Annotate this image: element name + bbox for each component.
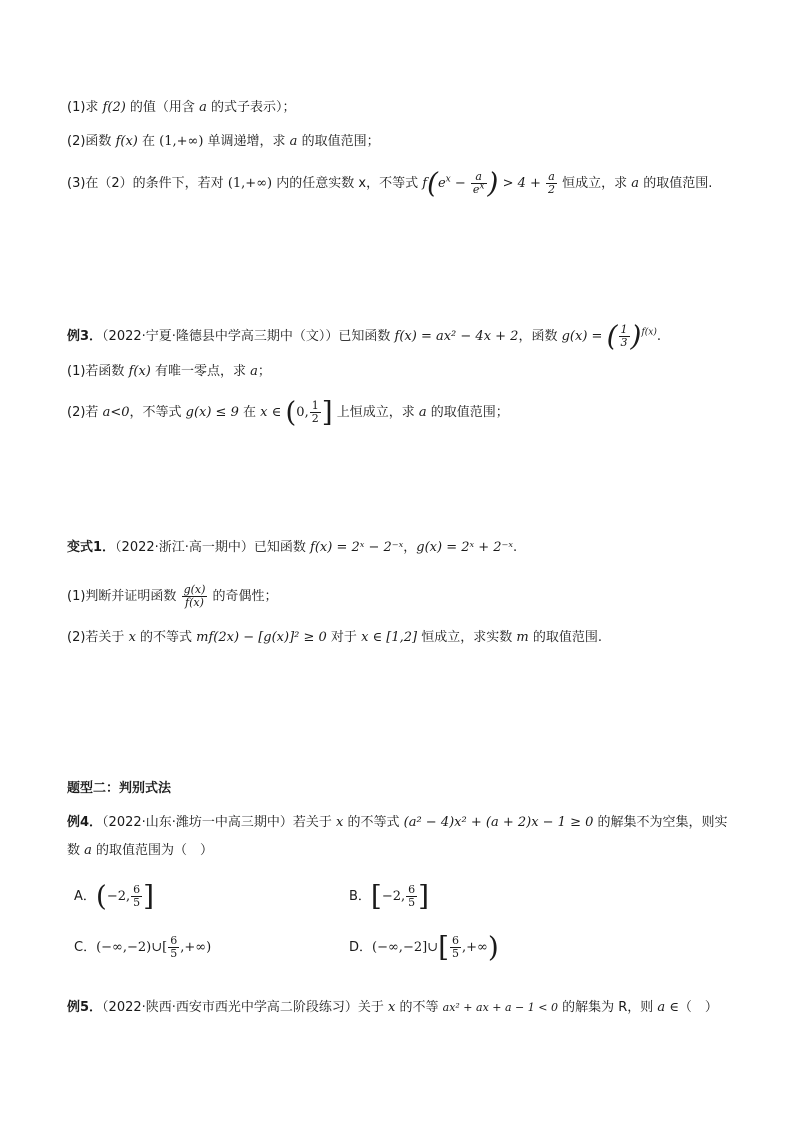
option-c[interactable]: C．(−∞,−2)∪[ $\frac{6}{5}$ ,+∞) <box>74 934 212 960</box>
variant-1-header: 变式1．（2022·浙江·高一期中）已知函数 f(x) = 2ˣ − 2⁻ˣ，g(x) = 2ˣ + 2⁻ˣ. <box>67 540 518 555</box>
section-title: 题型二：判别式法 <box>67 781 172 796</box>
example-3-part-2: (2)若 a<0，不等式 g(x) ≤ 9 在 x ∈ (0, $\frac{1}{2}$ ] 上恒成立，求 a 的取值范围； <box>67 395 509 429</box>
option-b[interactable]: B．[−2, $\frac{6}{5}$ ] <box>349 879 430 913</box>
question-part-3: (3)在（2）的条件下，若对 (1,+∞) 内的任意实数 x，不等式 $f(e^x$ − $\frac{a}{e^x}$ ) > 4 + $\frac{a}{2}$ 恒成立，求 a 的取值范围. <box>67 166 713 200</box>
exp-inequality: $f(e^x$ − $\frac{a}{e^x}$ ) > 4 + $\frac{a}{2}$ <box>422 166 556 200</box>
example-5-header: 例5．（2022·陕西·西安市西光中学高二阶段练习）关于 x 的不等 ax² + ax + a − 1 < 0 的解集为 R，则 a ∈（ ） <box>67 1000 718 1015</box>
option-d[interactable]: D．(−∞,−2]∪[ $\frac{6}{5}$ ,+∞) <box>349 930 499 964</box>
example-4-line-2: 数 a 的取值范围为（ ） <box>67 843 214 858</box>
power-one-third: ( $\frac{1}{3}$ )$^{f(x)}$ <box>606 319 657 353</box>
variant-1-part-1: (1)判断并证明函数 $\frac{g(x)}{f(x)}$ 的奇偶性； <box>67 583 278 609</box>
example-3-part-1: (1)若函数 f(x) 有唯一零点，求 a； <box>67 364 271 379</box>
example-3-header: 例3．（2022·宁夏·隆德县中学高三期中（文））已知函数 f(x) = ax² − 4x + 2，函数 g(x) = ( $\frac{1}{3}$ )$^{f(x)}$. <box>67 319 662 353</box>
option-a[interactable]: A．(−2, $\frac{6}{5}$ ] <box>74 879 155 913</box>
example-4-header: 例4．（2022·山东·潍坊一中高三期中）若关于 x 的不等式 (a² − 4)x² + (a + 2)x − 1 ≥ 0 的解集不为空集，则实 <box>67 815 728 830</box>
interval-0-half: (0, $\frac{1}{2}$ ] <box>285 395 333 429</box>
ratio-g-over-f: $\frac{g(x)}{f(x)}$ <box>183 583 206 609</box>
variant-1-part-2: (2)若关于 x 的不等式 mf(2x) − [g(x)]² ≥ 0 对于 x ∈ [1,2] 恒成立，求实数 m 的取值范围. <box>67 630 602 645</box>
question-part-2: (2)函数 f(x) 在 (1,+∞) 单调递增，求 a 的取值范围； <box>67 134 380 149</box>
question-part-1: (1)求 f(2) 的值（用含 a 的式子表示）； <box>67 100 296 115</box>
